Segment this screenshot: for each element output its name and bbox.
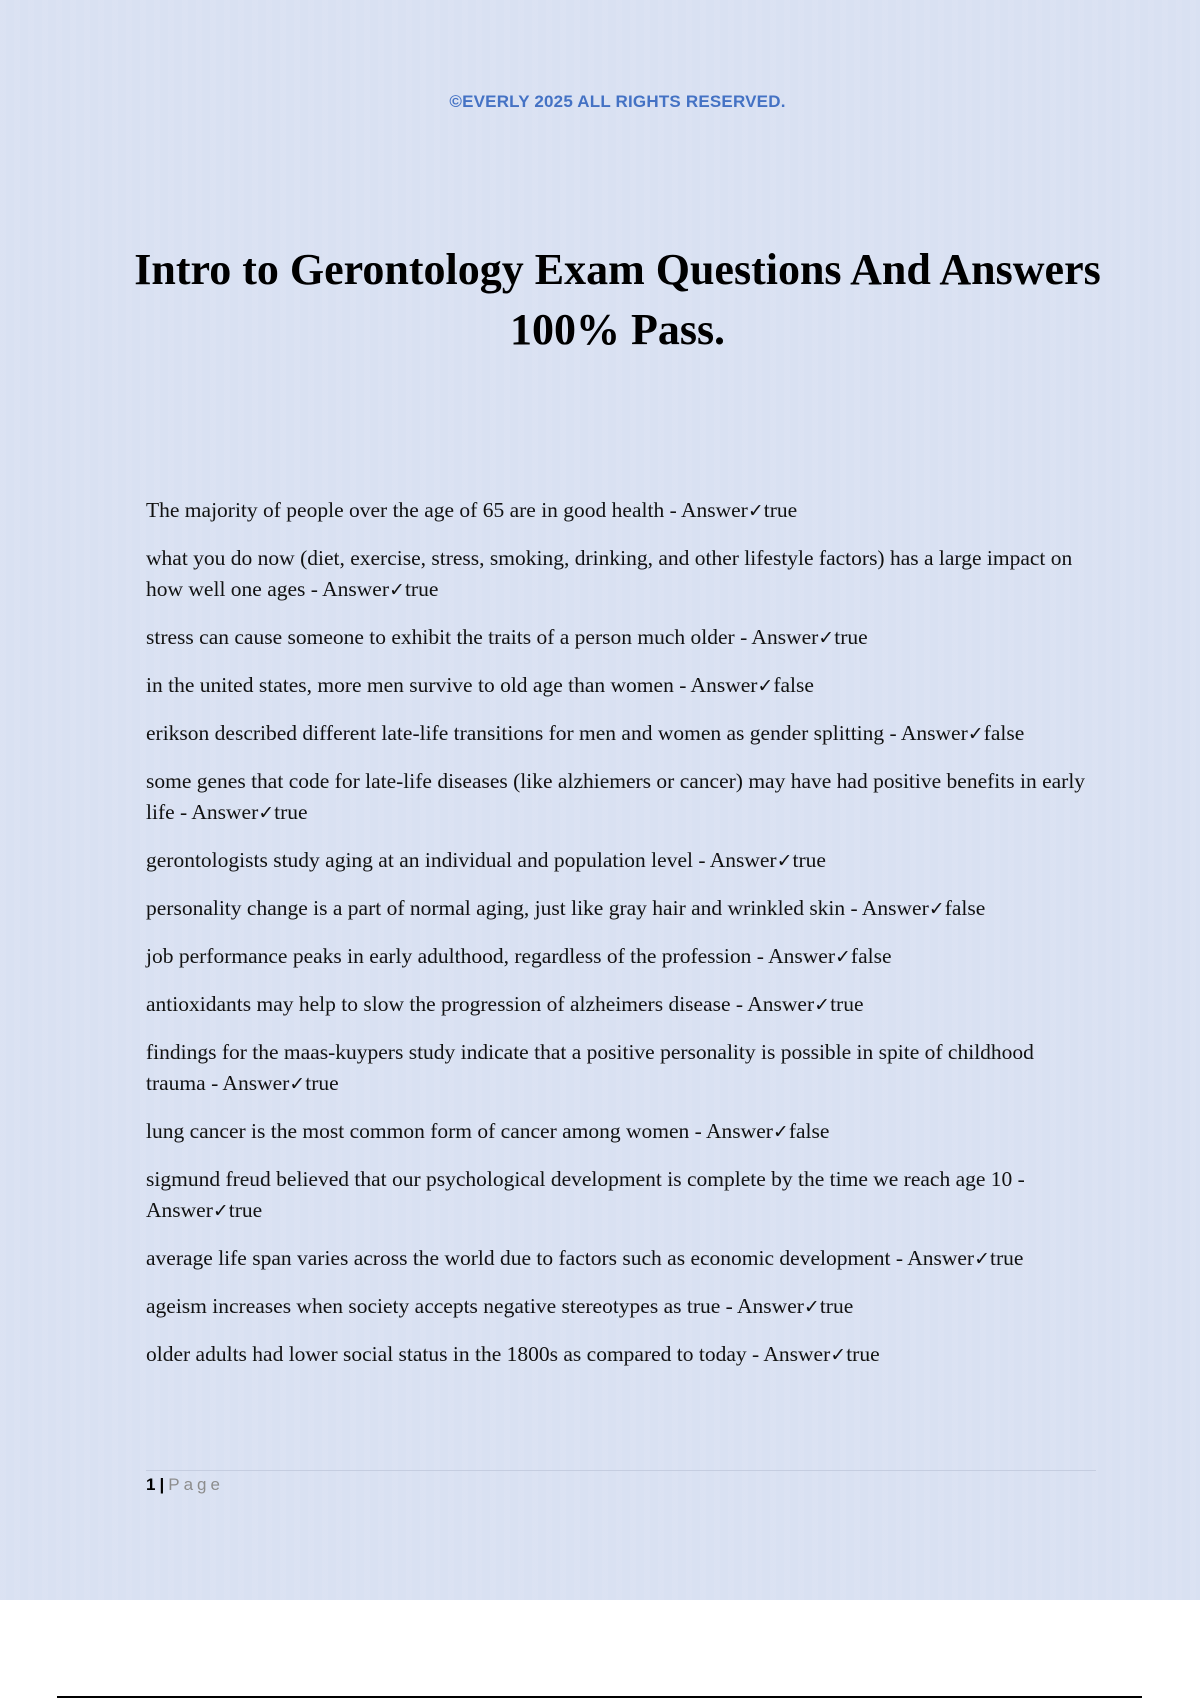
qa-item [146,1116,1096,1148]
qa-item [146,622,1096,654]
answer-value: false [788,1119,830,1143]
question-text: lung cancer is the most common form of cancer among women - [146,1119,707,1143]
answer-value: true [846,1342,880,1366]
question-text: in the united states, more men survive to old age than women - [146,673,691,697]
answer-value: true [834,625,868,649]
answer-label: Answer [191,800,259,824]
answer-label: Answer [763,1342,831,1366]
question-text: personality change is a part of normal aging, just like gray hair and wrinkled skin - [146,896,862,920]
qa-item [146,495,1096,527]
answer-label: Answer [861,896,929,920]
checkmark-icon: ✓ [830,1344,847,1366]
answer-value: true [989,1246,1024,1270]
answer-label: Answer [768,944,835,968]
answer-value: true [763,498,798,522]
checkmark-icon: ✓ [834,946,851,968]
checkmark-icon: ✓ [776,850,793,872]
checkmark-icon: ✓ [814,994,831,1016]
qa-item [146,893,1096,925]
answer-value: false [944,896,986,920]
qa-item [146,1164,1096,1227]
answer-label: Answer [747,992,815,1016]
answer-value: true [305,1071,339,1095]
question-text: older adults had lower social status in the 1800s as compared to today - [146,1342,764,1366]
answer-label: Answer [690,673,758,697]
answer-label: Answer [322,577,390,601]
question-text: findings for the maas-kuypers study indicate that a positive personality is possible in spite of childhood trauma - [146,1040,1034,1095]
question-text: erikson described different late-life transitions for men and women as gender splitting - [146,721,901,745]
footer-divider [146,1470,1096,1471]
question-text: The majority of people over the age of 65 are in good health - [146,498,681,522]
qa-item [146,670,1096,702]
question-text: antioxidants may help to slow the progression of alzheimers disease - [146,992,748,1016]
copyright-header: ©EVERLY 2025 ALL RIGHTS RESERVED. [449,92,786,111]
page-bottom-divider [57,1696,1142,1698]
qa-item [146,766,1096,829]
answer-value: true [792,848,826,872]
page-label: Page [168,1475,224,1494]
checkmark-icon: ✓ [928,898,945,920]
page-number: 1 [146,1475,156,1494]
question-text: sigmund freud believed that our psychological development is complete by the time we reach age 10 - [146,1167,1025,1191]
qa-item [146,989,1096,1021]
answer-value: false [773,673,814,697]
document-title: Intro to Gerontology Exam Questions And Answers 100% Pass. [134,245,1101,354]
qa-item [146,1339,1096,1371]
checkmark-icon: ✓ [212,1200,229,1222]
question-text: gerontologists study aging at an individual and population level - [146,848,710,872]
answer-label: Answer [709,848,777,872]
checkmark-icon: ✓ [747,500,764,522]
qa-item [146,1243,1096,1275]
answer-label: Answer [907,1246,975,1270]
checkmark-icon: ✓ [974,1248,990,1270]
checkmark-icon: ✓ [967,723,984,745]
checkmark-icon: ✓ [772,1121,789,1143]
page-separator: | [159,1475,165,1494]
answer-label: Answer [751,625,819,649]
page-number-footer [146,1475,224,1495]
question-text: stress can cause someone to exhibit the traits of a person much older - [146,625,752,649]
question-text: average life span varies across the world due to factors such as economic development - [146,1246,908,1270]
answer-label: Answer [146,1198,213,1222]
answer-value: true [819,1294,854,1318]
answer-value: true [274,800,308,824]
qa-item [146,543,1096,606]
checkmark-icon: ✓ [258,802,275,824]
qa-item [146,845,1096,877]
qa-item [146,941,1096,973]
question-answer-list [146,495,1096,1387]
question-text: what you do now (diet, exercise, stress, smoking, drinking, and other lifestyle factors) has a large impact on how well one ages - [146,546,1073,601]
answer-label: Answer [706,1119,773,1143]
answer-value: true [404,577,439,601]
answer-label: Answer [900,721,968,745]
qa-item [146,718,1096,750]
question-text: ageism increases when society accepts negative stereotypes as true - [146,1294,738,1318]
checkmark-icon: ✓ [389,579,405,601]
answer-label: Answer [222,1071,290,1095]
answer-value: true [830,992,864,1016]
checkmark-icon: ✓ [289,1073,306,1095]
answer-value: false [983,721,1025,745]
answer-value: false [850,944,892,968]
qa-item [146,1037,1096,1100]
checkmark-icon: ✓ [757,675,774,697]
qa-item [146,1291,1096,1323]
answer-label: Answer [680,498,748,522]
answer-label: Answer [737,1294,804,1318]
question-text: job performance peaks in early adulthood, regardless of the profession - [146,944,769,968]
answer-value: true [228,1198,263,1222]
checkmark-icon: ✓ [818,627,835,649]
checkmark-icon: ✓ [803,1296,820,1318]
question-text: some genes that code for late-life diseases (like alzhiemers or cancer) may have had positive benefits in early life - [146,769,1086,824]
